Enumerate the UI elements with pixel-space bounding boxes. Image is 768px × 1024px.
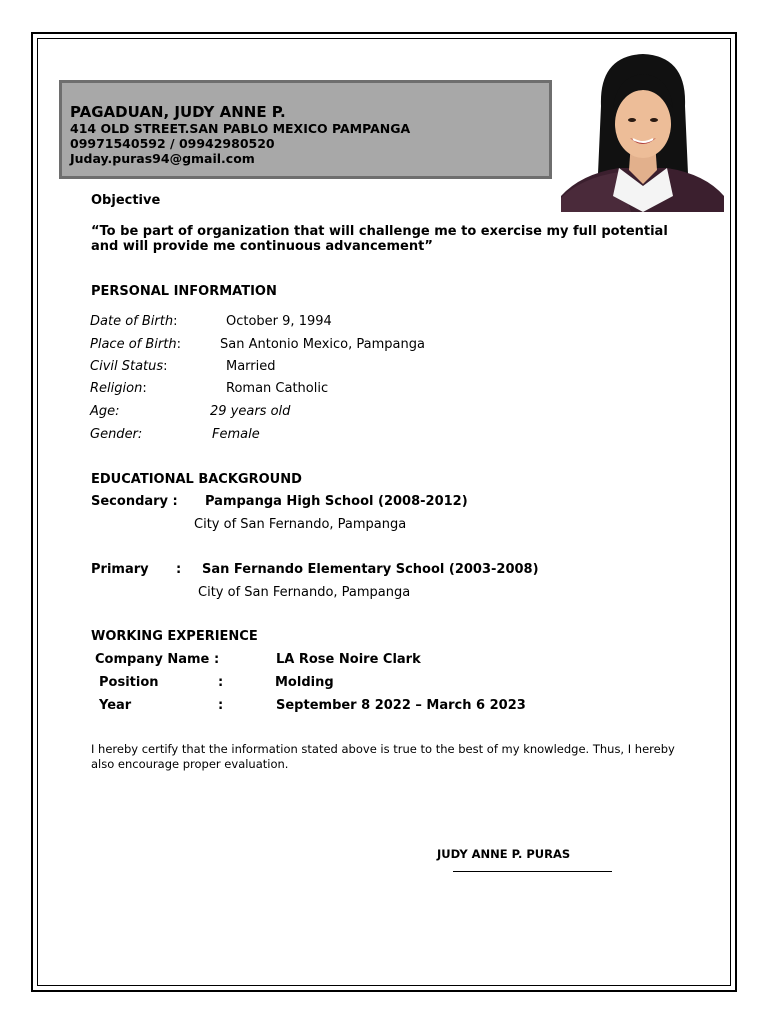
company-colon: :	[214, 652, 220, 667]
company-value: LA Rose Noire Clark	[276, 652, 421, 667]
civil-status-value: Married	[226, 359, 276, 374]
work-heading: WORKING EXPERIENCE	[91, 629, 258, 644]
religion-label: Religion:	[90, 381, 147, 396]
address: 414 OLD STREET.SAN PABLO MEXICO PAMPANGA	[70, 121, 411, 136]
secondary-city: City of San Fernando, Pampanga	[194, 517, 407, 532]
religion-value: Roman Catholic	[226, 381, 329, 396]
signature-line	[453, 871, 612, 872]
gender-value: Female	[212, 427, 260, 442]
primary-label: Primary	[91, 562, 149, 577]
objective-text-line1: “To be part of organization that will challenge me to exercise my full potential	[91, 224, 668, 239]
signature-name: JUDY ANNE P. PURAS	[437, 847, 571, 861]
applicant-name: PAGADUAN, JUDY ANNE P.	[70, 103, 286, 121]
year-value: September 8 2022 – March 6 2023	[276, 698, 526, 713]
pob-label: Place of Birth:	[90, 337, 181, 352]
email: Juday.puras94@gmail.com	[70, 151, 255, 166]
certification-line1: I hereby certify that the information stated above is true to the best of my knowledge. Thus, I hereby	[91, 742, 675, 756]
certification-line2: also encourage proper evaluation.	[91, 757, 289, 771]
gender-label: Gender:	[90, 427, 143, 442]
education-heading: EDUCATIONAL BACKGROUND	[91, 472, 302, 487]
dob-value: October 9, 1994	[226, 314, 332, 329]
objective-text-line2: and will provide me continuous advancement”	[91, 239, 433, 254]
primary-colon: :	[176, 562, 182, 577]
position-value: Molding	[275, 675, 334, 690]
primary-city: City of San Fernando, Pampanga	[198, 585, 411, 600]
position-colon: :	[218, 675, 224, 690]
objective-heading: Objective	[91, 193, 161, 208]
company-label: Company Name	[95, 652, 210, 667]
secondary-school: Pampanga High School (2008-2012)	[205, 494, 468, 509]
primary-school: San Fernando Elementary School (2003-2008)	[202, 562, 539, 577]
profile-photo	[561, 46, 724, 212]
age-label: Age:	[90, 404, 120, 419]
dob-label: Date of Birth:	[90, 314, 178, 329]
pob-value: San Antonio Mexico, Pampanga	[220, 337, 425, 352]
year-colon: :	[218, 698, 224, 713]
secondary-label: Secondary :	[91, 494, 178, 509]
year-label: Year	[99, 698, 132, 713]
phone-numbers: 09971540592 / 09942980520	[70, 136, 275, 151]
position-label: Position	[99, 675, 159, 690]
age-value: 29 years old	[210, 404, 291, 419]
personal-info-heading: PERSONAL INFORMATION	[91, 284, 277, 299]
civil-status-label: Civil Status:	[90, 359, 168, 374]
header-box	[59, 80, 552, 179]
